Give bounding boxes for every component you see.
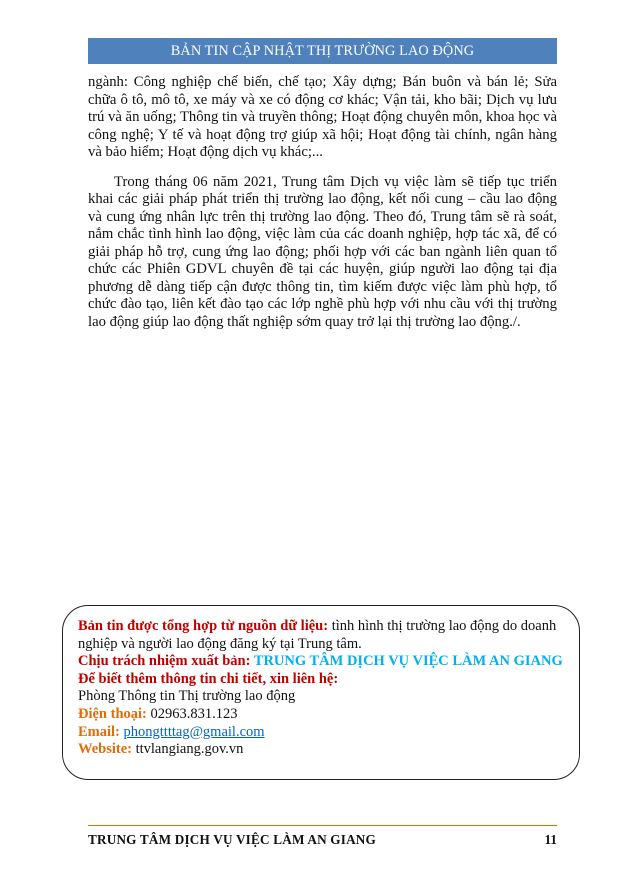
data-source-label: Bản tin được tổng hợp từ nguồn dữ liệu: — [78, 618, 329, 634]
data-source-line — [78, 618, 573, 653]
data-source-text: tình hình thị trường lao động do doanh nghiệp và người lao động đăng ký tại Trung tâm. — [78, 618, 557, 652]
phone-label: Điện thoại: — [78, 705, 147, 722]
info-box — [78, 618, 573, 759]
article-body — [88, 74, 557, 331]
department-name: Phòng Thông tin Thị trường lao động — [78, 688, 296, 705]
newsletter-title: BẢN TIN CẬP NHẬT THỊ TRƯỜNG LAO ĐỘNG — [170, 43, 475, 59]
footer-divider — [88, 825, 557, 826]
contact-heading: Để biết thêm thông tin chi tiết, xin liên hệ: — [78, 670, 339, 687]
body-paragraph-plan: Trong tháng 06 năm 2021, Trung tâm Dịch vụ việc làm sẽ tiếp tục triển khai các giải pháp phát triển thị trường lao động, kết nối cung – cầu lao động và cung ứng nhân lực trên thị trường lao động. Theo đó, Trung tâm sẽ rà soát, nắm chắc tình hình lao động, việc làm của các doanh nghiệp, hợp tác xã, để có giải pháp hỗ trợ, cung ứng lao động; phối hợp với các ban ngành liên quan tổ chức các Phiên GDVL chuyên đề tại các huyện, giúp người lao động tại địa phương dễ dàng tiếp cận được thông tin, tìm kiếm được việc làm phù hợp, tổ chức đào tạo, liên kết đào tạo các lớp nghề phù hợp với nhu cầu với thị trường lao động giúp lao động thất nghiệp sớm quay trở lại thị trường lao động./. — [88, 173, 557, 330]
publisher-name: TRUNG TÂM DỊCH VỤ VIỆC LÀM AN GIANG — [250, 653, 563, 670]
email-label: Email: — [78, 723, 120, 740]
email-link[interactable]: phongttttag@gmail.com — [123, 723, 265, 740]
phone-value: 02963.831.123 — [146, 705, 238, 722]
email-line — [78, 724, 573, 742]
page-number: 11 — [544, 832, 557, 847]
publisher-line — [78, 653, 573, 671]
newsletter-header-band — [88, 38, 557, 64]
body-paragraph-industries: ngành: Công nghiệp chế biến, chế tạo; Xây dựng; Bán buôn và bán lẻ; Sửa chữa ô tô, mô tô, xe máy và xe có động cơ khác; Vận tải, kho bãi; Dịch vụ lưu trú và ăn uống; Thông tin và truyền thông; Hoạt động chuyên môn, khoa học và công nghệ; Y tế và hoạt động trợ giúp xã hội; Hoạt động tài chính, ngân hàng và bảo hiểm; Hoạt động dịch vụ khác;... — [88, 74, 557, 160]
website-label: Website: — [78, 741, 132, 758]
website-value: ttvlangiang.gov.vn — [131, 741, 244, 758]
phone-line — [78, 706, 573, 724]
publisher-label: Chịu trách nhiệm xuất bản: — [78, 653, 251, 670]
footer-org-name: TRUNG TÂM DỊCH VỤ VIỆC LÀM AN GIANG — [88, 832, 376, 847]
website-line — [78, 741, 573, 759]
